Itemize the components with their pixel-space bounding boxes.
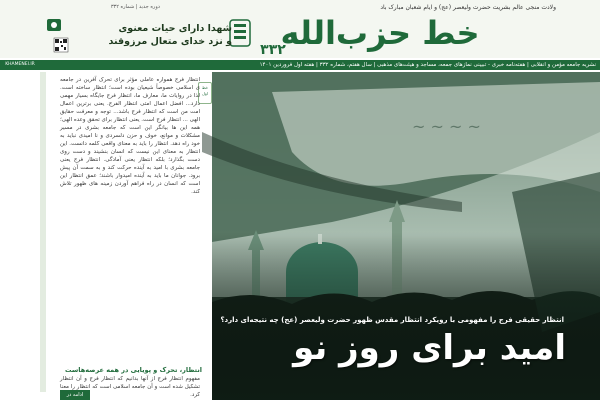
continue-on-page-button[interactable]: ادامه در صفحه ۳ <box>60 390 90 400</box>
masthead-tagline: ولادت منجی عالم بشریت حضرت ولیعصر (عج) و ایام شعبان مبارک باد <box>380 4 556 11</box>
svg-text:~ ~ ~ ~: ~ ~ ~ ~ <box>412 117 481 136</box>
side-margin-strip <box>40 72 46 392</box>
info-bar: نشریه جامعه مؤمن و انقلابی | هفته‌نامه خبری - تبیینی نمازهای جمعه، مساجد و هیئت‌های مذهبی | سال هفتم، شماره ۳۳۲ | هفته اول فروردین ۱۴۰۱ <box>40 60 600 70</box>
article-paragraph: انتظار فرج همواره عاملی مؤثر برای تحرک آفرین در جامعه ی اسلامی خصوصاً شیعیان بوده است؛ انتظار ساخته است. لذا در روایات ما، معارف ما، انتظار فرج جایگاه بسیار مهمی دارد... افضل اعمال امتی انتظار الفرج. یعنی برترین اعمال امت من است که انتظار فرج باشد... توجه و معرفت حقایق الهی ... انتظار فرج است. یعنی انتظار برای تحقق وعده الهی؛ همه این ها بیانگر این است که جامعه بشری در مسیر مشکلات و موانع، خوف و حزن دلسردی و نا امیدی نباید به خود راه دهد. انتظار را باید به معنای واقعی کلمه دانست. این انتظار به معنای این نیست که انسان بنشیند و دست روی دست بگذارد؛ بلکه انتظار یعنی آمادگی. انتظار فرج یعنی جامعه بشری با امید به آینده حرکت کند و به سمت آن پیش برود. جوانان ما باید به آینده امیدوار باشند؛ عمق انتظار این است که انسان در راه فراهم آوردن زمینه های ظهور تلاش کند. <box>60 77 200 195</box>
qr-code-icon <box>54 38 68 52</box>
article-body <box>60 76 200 366</box>
feature-line-2: و نزد خدای متعال مرزوقند <box>108 36 232 47</box>
issue-period-text: دوره جدید | شماره ۳۳۲ <box>110 4 160 10</box>
issue-number: ۳۳۲ <box>260 42 286 58</box>
website-label[interactable]: KHAMENEI.IR <box>0 60 40 70</box>
column-badge: خط اول <box>198 82 212 104</box>
logo-text: خط حزب‌الله <box>280 14 480 52</box>
cover-subtitle: انتظار حقیقی فرج را مفهومی با رویکرد انتظار مقدس ظهور حضرت ولیعصر (عج) چه نتیجه‌ای دارد؟ <box>220 316 564 324</box>
stamp-icon <box>46 18 62 32</box>
section-heading: انتظار، تحرک و پویایی در همه عرصه‌هاست <box>65 366 202 374</box>
feature-teaser[interactable] <box>70 22 232 48</box>
section-text: مفهوم انتظار فرج از آنها بدانیم که انتظار فرج و آن انتظار تشکیل شده است و آن جامعه اسلامی است که انتظار را معنا کرد. <box>60 376 200 398</box>
masthead-logo <box>255 10 505 56</box>
feature-line-1: شهدا دارای حیات معنوی <box>118 23 232 34</box>
cover-headline[interactable]: امید برای روز نو <box>293 328 566 368</box>
